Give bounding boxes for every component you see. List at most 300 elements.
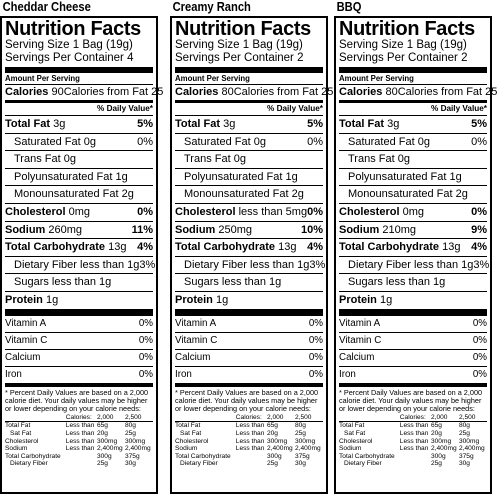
servings-per-container: Servings Per Container 2 bbox=[175, 52, 304, 64]
nutrient-amount: 2g bbox=[121, 188, 134, 201]
nutrient-amount: 13g bbox=[108, 241, 127, 254]
dv-table-cell bbox=[236, 453, 267, 461]
dv-table-cell: 65g bbox=[266, 422, 278, 430]
nutrient-amount: 2g bbox=[455, 188, 468, 201]
nutrition-column bbox=[170, 0, 333, 500]
vitamin-row bbox=[339, 333, 487, 350]
nutrient-label: Protein bbox=[339, 293, 377, 306]
dv-table-header-cell: 2,000 bbox=[267, 414, 295, 422]
dv-table-cell: 2,400mg bbox=[430, 445, 457, 453]
nutrient-label: Total Carbohydrate bbox=[5, 241, 106, 254]
dv-table-cell: Cholesterol bbox=[5, 437, 39, 445]
dv-table-cell: Sat Fat bbox=[10, 429, 32, 437]
nutrient-label: Total Carbohydrate bbox=[339, 241, 440, 254]
dv-table-cell: Less than bbox=[235, 445, 265, 453]
vitamin-label: Vitamin A bbox=[339, 317, 381, 329]
nutrition-facts-panel bbox=[170, 16, 334, 494]
dv-table-cell bbox=[66, 453, 97, 461]
nutrient-row bbox=[5, 274, 153, 292]
dv-table-row bbox=[339, 422, 487, 430]
nutrient-daily-value: 9% bbox=[471, 223, 487, 236]
dv-table-cell: Less than bbox=[235, 429, 265, 437]
dv-table-cell: 25g bbox=[294, 429, 306, 437]
nutrient-row bbox=[339, 186, 487, 204]
dv-table-header bbox=[339, 414, 487, 422]
vitamin-label: Vitamin C bbox=[5, 334, 48, 346]
dv-table-cell: 2,400mg bbox=[124, 445, 151, 453]
dv-table-cell: Less than bbox=[399, 445, 429, 453]
dv-table-cell: 65g bbox=[430, 422, 442, 430]
calories-label: Calories bbox=[175, 86, 219, 98]
nutrient-label: Cholesterol bbox=[5, 205, 66, 218]
dv-table-cell: 30g bbox=[458, 460, 470, 468]
panel-title: Nutrition Facts bbox=[339, 17, 475, 40]
nutrient-label: Polyunsaturated Fat bbox=[348, 170, 447, 183]
nutrient-label: Dietary Fiber bbox=[14, 258, 77, 271]
serving-size: Serving Size 1 Bag (19g) bbox=[175, 39, 303, 51]
nutrient-amount: 13g bbox=[442, 241, 461, 254]
dv-table-row bbox=[5, 460, 153, 468]
dv-table-cell: 300g bbox=[96, 452, 112, 460]
nutrition-facts-panel bbox=[0, 16, 164, 494]
nutrient-label: Protein bbox=[5, 293, 43, 306]
vitamin-daily-value: 0% bbox=[138, 317, 153, 329]
nutrient-label: Polyunsaturated Fat bbox=[184, 170, 283, 183]
daily-values-table bbox=[175, 414, 323, 468]
nutrient-row bbox=[5, 186, 153, 204]
dv-table-cell: 300mg bbox=[266, 437, 288, 445]
nutrient-label: Sugars bbox=[184, 276, 219, 289]
nutrient-label: Sodium bbox=[5, 223, 46, 236]
nutrient-label: Trans Fat bbox=[184, 153, 231, 166]
nutrient-label: Saturated Fat bbox=[14, 135, 81, 148]
vitamin-row bbox=[175, 316, 323, 333]
nutrient-row bbox=[339, 116, 487, 134]
vitamin-daily-value: 0% bbox=[138, 334, 153, 346]
panel-title: Nutrition Facts bbox=[5, 17, 141, 40]
dv-table-cell: Total Fat bbox=[175, 422, 201, 430]
dv-table-header bbox=[5, 414, 153, 422]
dv-table-cell: 25g bbox=[458, 429, 470, 437]
dv-table-cell: 30g bbox=[124, 460, 136, 468]
dv-table-row bbox=[175, 422, 323, 430]
nutrient-daily-value: 0% bbox=[137, 135, 153, 148]
vitamin-daily-value: 0% bbox=[472, 368, 487, 380]
nutrient-label: Cholesterol bbox=[339, 205, 400, 218]
nutrient-row bbox=[5, 134, 153, 152]
vitamin-row bbox=[175, 350, 323, 367]
dv-table-row bbox=[175, 438, 323, 446]
vitamin-label: Calcium bbox=[175, 351, 211, 363]
dv-table-cell: 375g bbox=[294, 452, 310, 460]
vitamin-row bbox=[5, 316, 153, 333]
dv-table-cell: Cholesterol bbox=[175, 437, 209, 445]
dv-table-cell: 2,400mg bbox=[294, 445, 321, 453]
dv-table-cell bbox=[66, 460, 97, 468]
dv-table-cell: Less than bbox=[399, 429, 429, 437]
nutrient-amount: 1g bbox=[449, 170, 462, 183]
nutrient-row bbox=[175, 134, 323, 152]
dv-table-cell: Dietary Fiber bbox=[344, 460, 382, 468]
nutrient-row bbox=[5, 151, 153, 169]
dv-table-cell: 2,400mg bbox=[96, 445, 123, 453]
dv-table-header-cell: 2,500 bbox=[295, 414, 323, 422]
calories-value: 90 bbox=[51, 86, 64, 98]
nutrient-amount: less than 1g bbox=[51, 276, 112, 289]
dv-table-cell: 20g bbox=[430, 429, 442, 437]
dv-table-cell: Sodium bbox=[175, 445, 198, 453]
dv-table-cell: 300mg bbox=[430, 437, 452, 445]
dv-table-cell: Less than bbox=[65, 422, 95, 430]
nutrient-amount: 1g bbox=[379, 293, 393, 306]
dv-table-cell: 375g bbox=[458, 452, 474, 460]
nutrient-row bbox=[5, 257, 156, 275]
calories-value: 80 bbox=[221, 86, 234, 98]
dv-table-header-cell: Calories: bbox=[236, 414, 267, 422]
nutrient-amount: 0g bbox=[417, 135, 430, 148]
vitamin-daily-value: 0% bbox=[308, 317, 323, 329]
daily-value-header: % Daily Value* bbox=[5, 103, 153, 116]
nutrient-row bbox=[5, 169, 153, 187]
from-fat-label: Calories from Fat bbox=[63, 86, 149, 98]
nutrient-amount: 3g bbox=[53, 118, 66, 130]
dv-table-row bbox=[175, 430, 323, 438]
dv-table-row bbox=[339, 430, 487, 438]
dv-table-row bbox=[175, 445, 323, 453]
dv-table-cell bbox=[400, 453, 431, 461]
nutrient-daily-value: 4% bbox=[471, 241, 487, 254]
dv-table-cell: Dietary Fiber bbox=[180, 460, 218, 468]
nutrient-daily-value: 4% bbox=[307, 241, 323, 254]
nutrient-label: Monounsaturated Fat bbox=[348, 188, 453, 201]
dv-table-header-cell bbox=[339, 414, 400, 422]
vitamin-label: Vitamin A bbox=[175, 317, 217, 329]
nutrition-facts-panel bbox=[334, 16, 498, 494]
nutrient-daily-value: 3% bbox=[309, 258, 326, 271]
dv-table-cell: 25g bbox=[96, 460, 108, 468]
nutrient-amount: 0g bbox=[397, 153, 410, 166]
servings-per-container: Servings Per Container 2 bbox=[339, 52, 468, 64]
nutrient-label: Sugars bbox=[14, 276, 49, 289]
nutrient-amount: 210mg bbox=[382, 223, 417, 236]
vitamin-daily-value: 0% bbox=[138, 351, 153, 363]
nutrient-daily-value: 0% bbox=[307, 205, 323, 218]
nutrient-label: Saturated Fat bbox=[348, 135, 415, 148]
daily-value-header: % Daily Value* bbox=[339, 103, 487, 116]
dv-table-cell: Less than bbox=[65, 437, 95, 445]
dv-table-cell: Less than bbox=[399, 422, 429, 430]
nutrient-row bbox=[339, 169, 487, 187]
calories-label: Calories bbox=[5, 86, 49, 98]
from-fat-value: 25 bbox=[321, 86, 334, 98]
vitamin-label: Vitamin A bbox=[5, 317, 47, 329]
nutrient-daily-value: 5% bbox=[307, 118, 323, 130]
footnote: * Percent Daily Values are based on a 2,000 calorie diet. Your daily values may be higher or lower depending on your calorie needs: bbox=[5, 387, 149, 414]
nutrient-row bbox=[339, 292, 487, 310]
vitamin-daily-value: 0% bbox=[138, 368, 153, 380]
vitamin-label: Iron bbox=[5, 368, 22, 380]
vitamin-row bbox=[175, 333, 323, 350]
dv-table-row bbox=[5, 453, 153, 461]
dv-table-header-cell: 2,000 bbox=[97, 414, 125, 422]
dv-table-cell: 80g bbox=[294, 422, 306, 430]
dv-table-header-cell bbox=[5, 414, 66, 422]
product-name: Cheddar Cheese bbox=[2, 0, 91, 14]
nutrient-row bbox=[175, 239, 323, 257]
nutrient-row bbox=[5, 222, 153, 240]
nutrient-row bbox=[5, 239, 153, 257]
dv-table-cell: 65g bbox=[96, 422, 108, 430]
nutrient-row bbox=[5, 292, 153, 310]
vitamin-label: Calcium bbox=[5, 351, 41, 363]
dv-table-row bbox=[5, 430, 153, 438]
nutrient-amount: 0g bbox=[233, 153, 246, 166]
dv-table-cell: 300mg bbox=[124, 437, 146, 445]
dv-table-cell: Dietary Fiber bbox=[10, 460, 48, 468]
from-fat-value: 25 bbox=[151, 86, 164, 98]
footnote: * Percent Daily Values are based on a 2,000 calorie diet. Your daily values may be higher or lower depending on your calorie needs: bbox=[339, 387, 483, 414]
vitamin-daily-value: 0% bbox=[308, 334, 323, 346]
vitamin-row bbox=[175, 367, 323, 384]
dv-table-cell: 20g bbox=[266, 429, 278, 437]
dv-table-cell: 80g bbox=[458, 422, 470, 430]
nutrient-row bbox=[339, 257, 490, 275]
dv-table-cell: 300g bbox=[430, 452, 446, 460]
nutrient-label: Monounsaturated Fat bbox=[184, 188, 289, 201]
nutrient-amount: less than 5mg bbox=[238, 205, 308, 218]
nutrient-label: Total Fat bbox=[5, 118, 51, 130]
dv-table-cell: 80g bbox=[124, 422, 136, 430]
from-fat-label: Calories from Fat bbox=[397, 86, 483, 98]
vitamin-row bbox=[5, 350, 153, 367]
nutrient-label: Protein bbox=[175, 293, 213, 306]
nutrient-label: Total Fat bbox=[339, 118, 385, 130]
product-name: Creamy Ranch bbox=[172, 0, 251, 14]
dv-table-row bbox=[5, 445, 153, 453]
dv-table-header-cell: 2,500 bbox=[459, 414, 487, 422]
amount-per-serving: Amount Per Serving bbox=[339, 73, 487, 85]
nutrient-row bbox=[175, 151, 323, 169]
nutrient-amount: 1g bbox=[115, 170, 128, 183]
vitamin-label: Vitamin C bbox=[339, 334, 382, 346]
nutrient-daily-value: 0% bbox=[307, 135, 323, 148]
dv-table-cell: 300mg bbox=[96, 437, 118, 445]
amount-per-serving: Amount Per Serving bbox=[5, 73, 153, 85]
nutrient-daily-value: 0% bbox=[471, 205, 487, 218]
nutrient-daily-value: 3% bbox=[139, 258, 156, 271]
dv-table-cell: 20g bbox=[96, 429, 108, 437]
panel-title: Nutrition Facts bbox=[175, 17, 311, 40]
dv-table-row bbox=[339, 460, 487, 468]
nutrient-daily-value: 0% bbox=[471, 135, 487, 148]
nutrient-label: Monounsaturated Fat bbox=[14, 188, 119, 201]
footnote: * Percent Daily Values are based on a 2,000 calorie diet. Your daily values may be higher or lower depending on your calorie needs: bbox=[175, 387, 319, 414]
vitamin-row bbox=[339, 350, 487, 367]
nutrient-amount: 250mg bbox=[218, 223, 253, 236]
nutrient-amount: 2g bbox=[291, 188, 304, 201]
dv-table-cell: Less than bbox=[235, 422, 265, 430]
calories-row bbox=[5, 85, 164, 100]
dv-table-cell: 2,400mg bbox=[266, 445, 293, 453]
dv-table-cell: 2,400mg bbox=[458, 445, 485, 453]
nutrient-amount: 0g bbox=[83, 135, 96, 148]
vitamin-daily-value: 0% bbox=[308, 368, 323, 380]
vitamin-label: Iron bbox=[339, 368, 356, 380]
dv-table-cell: Less than bbox=[235, 437, 265, 445]
nutrient-label: Saturated Fat bbox=[184, 135, 251, 148]
dv-table-header-cell: 2,000 bbox=[431, 414, 459, 422]
nutrient-amount: less than 1g bbox=[80, 258, 140, 271]
dv-table-cell: Total Carbohydrate bbox=[339, 452, 395, 460]
from-fat-value: 25 bbox=[485, 86, 498, 98]
nutrient-label: Polyunsaturated Fat bbox=[14, 170, 113, 183]
daily-value-header: % Daily Value* bbox=[175, 103, 323, 116]
dv-table-cell: 30g bbox=[294, 460, 306, 468]
vitamin-daily-value: 0% bbox=[472, 334, 487, 346]
vitamin-row bbox=[5, 333, 153, 350]
nutrient-row bbox=[339, 134, 487, 152]
nutrient-row bbox=[175, 274, 323, 292]
nutrient-daily-value: 10% bbox=[300, 223, 323, 236]
vitamin-label: Vitamin C bbox=[175, 334, 218, 346]
nutrient-label: Trans Fat bbox=[348, 153, 395, 166]
nutrient-daily-value: 11% bbox=[131, 223, 153, 236]
nutrient-amount: 3g bbox=[223, 118, 236, 130]
nutrient-label: Cholesterol bbox=[175, 205, 236, 218]
dv-table-row bbox=[339, 438, 487, 446]
nutrient-daily-value: 3% bbox=[473, 258, 490, 271]
nutrient-daily-value: 5% bbox=[137, 118, 153, 130]
nutrition-column bbox=[334, 0, 497, 500]
nutrient-row bbox=[339, 239, 487, 257]
nutrient-row bbox=[175, 204, 323, 222]
dv-table-cell: Less than bbox=[399, 437, 429, 445]
nutrient-row bbox=[5, 204, 153, 222]
nutrient-amount: 1g bbox=[45, 293, 59, 306]
dv-table-header-cell: Calories: bbox=[66, 414, 97, 422]
dv-table-cell: Sat Fat bbox=[344, 429, 366, 437]
dv-table-row bbox=[339, 453, 487, 461]
dv-table-cell: Sat Fat bbox=[180, 429, 202, 437]
nutrient-row bbox=[339, 204, 487, 222]
vitamin-daily-value: 0% bbox=[308, 351, 323, 363]
dv-table-cell: 300mg bbox=[458, 437, 480, 445]
nutrient-amount: 0mg bbox=[402, 205, 424, 218]
dv-table-header bbox=[175, 414, 323, 422]
dv-table-cell: 300mg bbox=[294, 437, 316, 445]
nutrient-daily-value: 5% bbox=[471, 118, 487, 130]
nutrient-amount: 3g bbox=[387, 118, 400, 130]
nutrient-amount: 1g bbox=[285, 170, 298, 183]
dv-table-row bbox=[5, 422, 153, 430]
dv-table-cell: Total Carbohydrate bbox=[5, 452, 61, 460]
dv-table-cell: 375g bbox=[124, 452, 140, 460]
nutrient-amount: 260mg bbox=[48, 223, 83, 236]
dv-table-cell: 25g bbox=[430, 460, 442, 468]
dv-table-cell: 300g bbox=[266, 452, 282, 460]
nutrient-amount: less than 1g bbox=[414, 258, 474, 271]
dv-table-row bbox=[5, 438, 153, 446]
nutrient-row bbox=[5, 116, 153, 134]
vitamin-label: Iron bbox=[175, 368, 192, 380]
nutrient-amount: less than 1g bbox=[250, 258, 310, 271]
nutrient-label: Total Fat bbox=[175, 118, 221, 130]
dv-table-header-cell: Calories: bbox=[400, 414, 431, 422]
dv-table-cell: Less than bbox=[65, 445, 95, 453]
nutrient-row bbox=[175, 222, 323, 240]
dv-table-cell: Total Fat bbox=[5, 422, 31, 430]
dv-table-header-cell bbox=[175, 414, 236, 422]
product-name: BBQ bbox=[336, 0, 362, 14]
dv-table-cell: Cholesterol bbox=[339, 437, 373, 445]
nutrient-amount: 0mg bbox=[68, 205, 90, 218]
nutrient-amount: 0g bbox=[253, 135, 266, 148]
calories-row bbox=[339, 85, 498, 100]
dv-table-cell: 25g bbox=[266, 460, 278, 468]
nutrient-row bbox=[339, 222, 487, 240]
dv-table-cell bbox=[400, 460, 431, 468]
nutrient-row bbox=[175, 292, 323, 310]
servings-per-container: Servings Per Container 4 bbox=[5, 52, 134, 64]
dv-table-cell: Less than bbox=[65, 429, 95, 437]
dv-table-cell: Sodium bbox=[339, 445, 362, 453]
vitamin-label: Calcium bbox=[339, 351, 375, 363]
vitamin-daily-value: 0% bbox=[472, 317, 487, 329]
calories-label: Calories bbox=[339, 86, 383, 98]
dv-table-cell: 25g bbox=[124, 429, 136, 437]
nutrient-row bbox=[175, 257, 326, 275]
nutrient-label: Sodium bbox=[175, 223, 216, 236]
nutrient-amount: 13g bbox=[278, 241, 297, 254]
serving-size: Serving Size 1 Bag (19g) bbox=[5, 39, 133, 51]
calories-value: 80 bbox=[385, 86, 398, 98]
daily-values-table bbox=[339, 414, 487, 468]
nutrient-amount: 1g bbox=[215, 293, 229, 306]
dv-table-row bbox=[175, 453, 323, 461]
nutrient-row bbox=[175, 186, 323, 204]
dv-table-row bbox=[339, 445, 487, 453]
dv-table-cell: Total Carbohydrate bbox=[175, 452, 231, 460]
dv-table-row bbox=[175, 460, 323, 468]
nutrient-label: Dietary Fiber bbox=[348, 258, 411, 271]
from-fat-label: Calories from Fat bbox=[233, 86, 319, 98]
nutrient-label: Total Carbohydrate bbox=[175, 241, 276, 254]
nutrient-daily-value: 0% bbox=[137, 205, 153, 218]
vitamin-row bbox=[339, 316, 487, 333]
dv-table-cell: Total Fat bbox=[339, 422, 365, 430]
calories-row bbox=[175, 85, 334, 100]
nutrient-row bbox=[339, 151, 487, 169]
daily-values-table bbox=[5, 414, 153, 468]
nutrient-row bbox=[339, 274, 487, 292]
vitamin-row bbox=[5, 367, 153, 384]
nutrient-label: Sodium bbox=[339, 223, 380, 236]
nutrition-column bbox=[0, 0, 163, 500]
vitamin-daily-value: 0% bbox=[472, 351, 487, 363]
serving-size: Serving Size 1 Bag (19g) bbox=[339, 39, 467, 51]
nutrient-amount: less than 1g bbox=[221, 276, 282, 289]
nutrient-amount: 0g bbox=[63, 153, 76, 166]
nutrient-label: Trans Fat bbox=[14, 153, 61, 166]
nutrient-label: Sugars bbox=[348, 276, 383, 289]
amount-per-serving: Amount Per Serving bbox=[175, 73, 323, 85]
dv-table-header-cell: 2,500 bbox=[125, 414, 153, 422]
nutrient-amount: less than 1g bbox=[385, 276, 446, 289]
nutrient-row bbox=[175, 169, 323, 187]
dv-table-cell: Sodium bbox=[5, 445, 28, 453]
vitamin-row bbox=[339, 367, 487, 384]
nutrient-daily-value: 4% bbox=[137, 241, 153, 254]
